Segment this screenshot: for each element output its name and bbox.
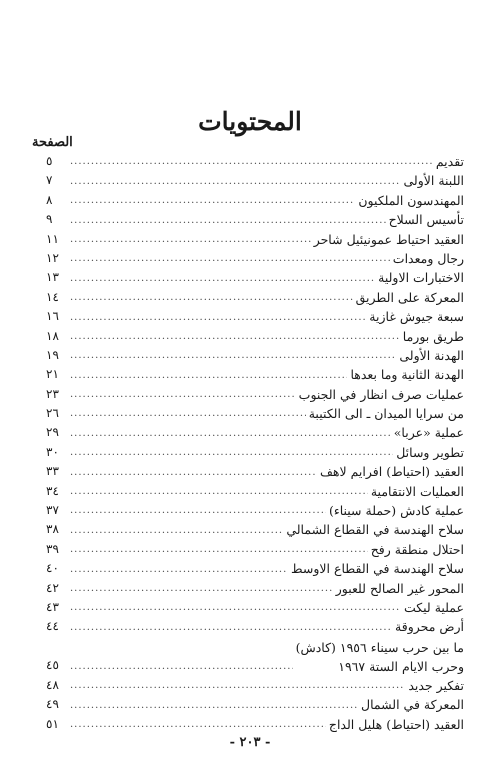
- toc-entry-title: المعركة في الشمال: [361, 697, 464, 713]
- toc-entry-title: المهندسون الملكيون: [358, 192, 464, 208]
- toc-entry-title: تقديم: [435, 153, 464, 169]
- toc-entry: [44, 249, 464, 268]
- toc-leader-dots: [70, 618, 392, 637]
- toc-leader-dots: [70, 152, 433, 171]
- toc-entry-title: عمليات صرف انظار في الجنوب: [298, 386, 464, 402]
- toc-leader-dots: [70, 676, 405, 695]
- toc-entry-page-number: ١٢: [46, 250, 59, 265]
- toc-entry-page-number: ٢١: [46, 367, 59, 382]
- toc-leader-dots: [70, 191, 355, 210]
- toc-entry-page-number: ٤٩: [46, 697, 59, 712]
- toc-entry-title: [293, 638, 464, 676]
- toc-entry: [44, 268, 464, 287]
- toc-entry-title: العقيد احتياط عمونيئيل شاحر: [313, 231, 464, 247]
- toc-entry: [44, 637, 464, 676]
- toc-entry: [44, 230, 464, 249]
- toc-entry-title: طريق بورما: [402, 328, 464, 344]
- toc-entry-page-number: ٥: [46, 153, 53, 168]
- toc-entry: [44, 715, 464, 734]
- toc-entry-page-number: ٤٣: [46, 599, 59, 614]
- toc-entry: [44, 346, 464, 365]
- toc-leader-dots: [70, 696, 358, 715]
- toc-entry: [44, 559, 464, 578]
- toc-leader-dots: [70, 249, 390, 268]
- toc-entry-page-number: ١٩: [46, 347, 59, 362]
- toc-entry: [44, 520, 464, 539]
- toc-entry-title: اللبنة الأولى: [403, 173, 464, 189]
- toc-entry-page-number: ٥١: [46, 716, 59, 731]
- toc-entry-title: الهدنة الثانية وما بعدها: [350, 367, 464, 383]
- toc-leader-dots: [70, 346, 396, 365]
- toc-entry-title: أرض محروقة: [395, 619, 464, 635]
- toc-entry: [44, 365, 464, 384]
- toc-entry-page-number: ٤٥: [46, 658, 59, 673]
- toc-entry: [44, 598, 464, 617]
- toc-leader-dots: [70, 327, 400, 346]
- toc-leader-dots: [70, 288, 353, 307]
- toc-leader-dots: [70, 598, 401, 617]
- toc-entry: [44, 288, 464, 307]
- toc-leader-dots: [70, 172, 400, 191]
- toc-entry-title: عملية ليكت: [403, 599, 464, 615]
- toc-entry: [44, 327, 464, 346]
- toc-leader-dots: [70, 579, 333, 598]
- toc-entry: [44, 385, 464, 404]
- toc-leader-dots: [70, 230, 311, 249]
- toc-entry: [44, 210, 464, 229]
- toc-entry-title: العقيد (احتياط) افرايم لاهف: [319, 464, 464, 480]
- toc-entry-page-number: ٣٧: [46, 503, 59, 518]
- toc-entry-title: سلاح الهندسة في القطاع الاوسط: [291, 561, 464, 577]
- toc-entry-page-number: ٢٩: [46, 425, 59, 440]
- toc-entry-title: سبعة جيوش غازية: [369, 309, 464, 325]
- toc-entry-page-number: ١٨: [46, 328, 59, 343]
- footer-page-number: - ٢٠٣ -: [229, 735, 271, 750]
- toc-entry-page-number: ٢٦: [46, 406, 59, 421]
- toc-entry: [44, 171, 464, 190]
- table-of-contents: [44, 152, 464, 734]
- toc-entry-page-number: ٤٢: [46, 580, 59, 595]
- toc-entry: [44, 676, 464, 695]
- toc-entry-title: المحور غير الصالح للعبور: [335, 580, 464, 596]
- toc-leader-dots: [70, 463, 317, 482]
- toc-entry-page-number: ٩: [46, 212, 53, 227]
- toc-entry: [44, 462, 464, 481]
- toc-entry: [44, 191, 464, 210]
- toc-leader-dots: [70, 657, 293, 676]
- toc-entry-title: عملية «عربا»: [393, 425, 464, 441]
- toc-entry-title: تطوير وسائل: [396, 444, 464, 460]
- toc-entry-title: الهدنة الأولى: [399, 347, 464, 363]
- toc-entry: [44, 423, 464, 442]
- toc-entry: [44, 501, 464, 520]
- toc-entry-page-number: ٤٠: [46, 561, 59, 576]
- toc-entry: [44, 152, 464, 171]
- toc-leader-dots: [70, 366, 347, 385]
- toc-leader-dots: [70, 404, 306, 423]
- toc-entry-page-number: ٣٣: [46, 464, 59, 479]
- toc-entry: [44, 307, 464, 326]
- toc-entry-page-number: ٣٩: [46, 541, 59, 556]
- toc-entry-page-number: ٣٠: [46, 444, 59, 459]
- toc-leader-dots: [70, 211, 386, 230]
- toc-entry: [44, 579, 464, 598]
- toc-entry-title: احتلال منطقة رفح: [370, 541, 464, 557]
- toc-entry-title-line1: ما بين حرب سيناء ١٩٥٦ (كادش): [295, 639, 464, 655]
- toc-leader-dots: [70, 715, 326, 734]
- toc-entry: [44, 482, 464, 501]
- toc-entry-title-line2: وحرب الايام الستة ١٩٦٧: [338, 658, 464, 674]
- toc-leader-dots: [70, 521, 283, 540]
- toc-entry-title: رجال ومعدات: [392, 250, 464, 266]
- toc-entry-page-number: ١١: [46, 231, 59, 246]
- toc-entry-page-number: ٣٨: [46, 522, 59, 537]
- toc-entry-page-number: ٧: [46, 173, 53, 188]
- toc-entry: [44, 540, 464, 559]
- toc-entry-title: العقيد (احتياط) هليل الداج: [328, 716, 464, 732]
- toc-leader-dots: [70, 385, 296, 404]
- toc-leader-dots: [70, 443, 393, 462]
- toc-entry-title: تفكير جديد: [408, 677, 464, 693]
- toc-entry-title: الاختبارات الاولية: [378, 270, 464, 286]
- toc-entry-title: العمليات الانتقامية: [370, 483, 464, 499]
- toc-entry-title: تأسيس السلاح: [388, 212, 464, 228]
- toc-entry-page-number: ١٤: [46, 289, 59, 304]
- toc-entry-title: المعركة على الطريق: [355, 289, 464, 305]
- toc-leader-dots: [70, 501, 326, 520]
- toc-entry-title: عملية كادش (حملة سيناء): [328, 503, 464, 519]
- toc-leader-dots: [70, 560, 288, 579]
- toc-leader-dots: [70, 269, 375, 288]
- page-column-header: الصفحة: [32, 135, 73, 150]
- toc-entry-page-number: ١٣: [46, 270, 59, 285]
- toc-leader-dots: [70, 482, 368, 501]
- toc-entry-page-number: ٢٣: [46, 386, 59, 401]
- toc-entry: [44, 695, 464, 714]
- toc-entry-title: من سرايا الميدان ـ الى الكتيبة: [308, 406, 464, 422]
- toc-entry: [44, 443, 464, 462]
- toc-entry-page-number: ٨: [46, 192, 53, 207]
- toc-entry-title: سلاح الهندسة في القطاع الشمالي: [286, 522, 464, 538]
- toc-entry-page-number: ٣٤: [46, 483, 59, 498]
- toc-entry-page-number: ٤٨: [46, 677, 59, 692]
- toc-entry-page-number: ٤٤: [46, 619, 59, 634]
- toc-leader-dots: [70, 540, 368, 559]
- toc-entry: [44, 617, 464, 636]
- toc-leader-dots: [70, 424, 391, 443]
- page-title: المحتويات: [198, 107, 302, 136]
- toc-entry: [44, 404, 464, 423]
- toc-entry-page-number: ١٦: [46, 309, 59, 324]
- toc-leader-dots: [70, 308, 366, 327]
